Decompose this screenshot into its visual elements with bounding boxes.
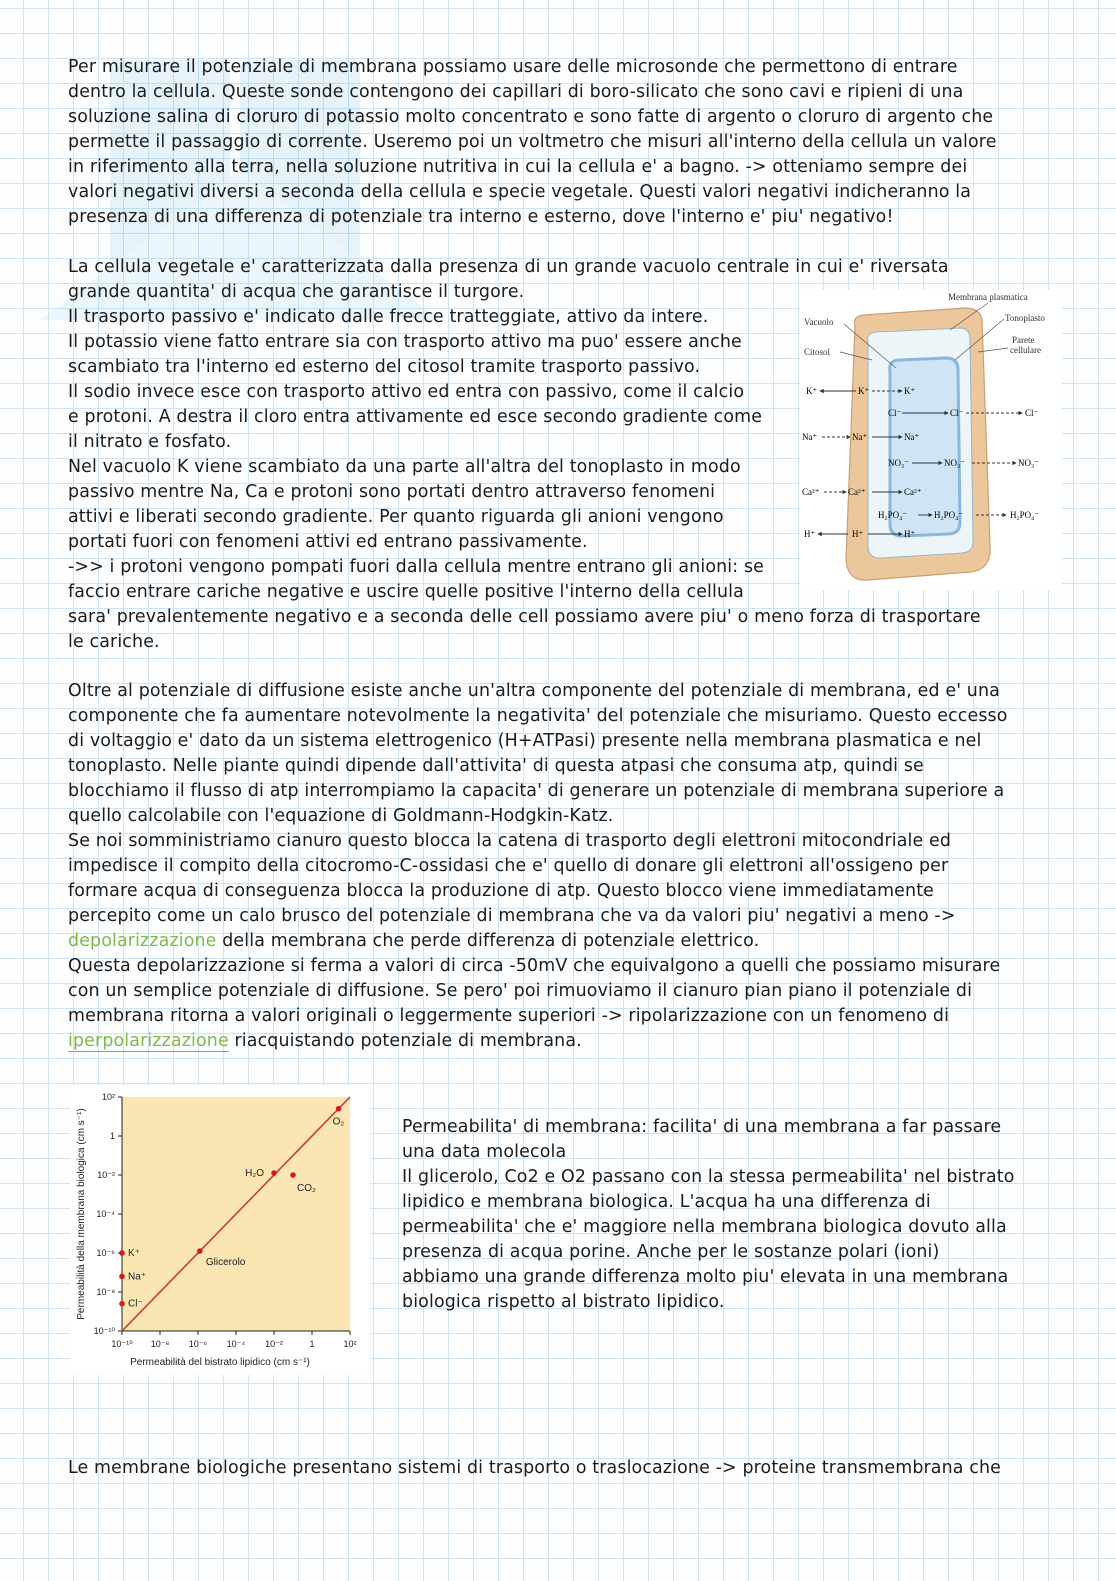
ion-h-out: H⁺ bbox=[804, 529, 816, 539]
x-tick-label: 10⁻⁴ bbox=[226, 1339, 246, 1349]
data-point bbox=[271, 1170, 277, 1176]
ion-ca-vac: Ca²⁺ bbox=[904, 487, 922, 497]
transport-h2po4 bbox=[878, 510, 1039, 520]
ion-h-vac: H⁺ bbox=[904, 529, 916, 539]
paragraph-depolarization-text: della membrana che perde differenza di potenziale elettrico. Questa depolarizzazione si ferma a valori di circa -50mV che equivalgono a quelli che possiamo misurare con un semplice potenziale di diffusione. Se pero' poi rimuoviamo il cianuro pian piano il potenziale di membrana ritorna a valori originali o leggermente superiori -> ripolarizzazione con un fenomeno di bbox=[68, 931, 1001, 1026]
x-axis-label: Permeabilità del bistrato lipidico (cm s⁻¹) bbox=[130, 1357, 310, 1368]
data-point-label: H₂O bbox=[245, 1168, 264, 1180]
ion-no3-vac: NO₃⁻ bbox=[888, 458, 909, 468]
data-point bbox=[119, 1301, 125, 1307]
data-point bbox=[119, 1274, 125, 1280]
permeability-chart bbox=[70, 1085, 370, 1375]
data-point-label: K⁺ bbox=[128, 1248, 140, 1259]
data-point bbox=[119, 1250, 125, 1256]
label-tonoplast: Tonoplasto bbox=[1005, 313, 1045, 323]
x-tick-label: 10² bbox=[343, 1339, 357, 1349]
ion-k-vac: K⁺ bbox=[904, 386, 916, 396]
data-point bbox=[290, 1172, 296, 1178]
x-tick-label: 1 bbox=[309, 1339, 315, 1349]
data-point-label: CO₂ bbox=[297, 1183, 316, 1194]
ion-cl-vac: Cl⁻ bbox=[888, 408, 902, 418]
ion-no3-out: NO₃⁻ bbox=[1018, 458, 1039, 468]
paragraph-electrogenic-text: Oltre al potenziale di diffusione esiste anche un'altra componente del potenziale di membrana, ed e' una componente che fa aumentare notevolmente la negativita' del potenziale che misuriamo. Questo eccesso di voltaggio e' dato da un sistema elettrogenico (H+ATPasi) presente nella membrana plasmatica e nel tonoplasto. Nelle piante quindi dipende dall'attivita' di questa atpasi che consuma atp, quindi se blocchiamo il flusso di atp interrompiamo la capacita' di generare un potenziale di membrana superiore a quello calcolabile con l'equazione di Goldmann-Hodgkin-Katz. Se noi somministriamo cianuro questo blocca la catena di trasporto degli elettroni mitocondriale ed impedisce il compito della citocromo-C-ossidasi che e' quello di donare gli elettroni all'ossigeno per formare acqua di conseguenza blocca la produzione di atp. Questo blocco viene immediatamente percepito come un calo brusco del potenziale di membrana che va da valori piu' negativi a meno -> bbox=[68, 681, 1008, 926]
x-tick-label: 10⁻⁸ bbox=[150, 1339, 170, 1349]
x-tick-label: 10⁻¹⁰ bbox=[111, 1339, 133, 1349]
data-point bbox=[336, 1106, 342, 1112]
term-iperpolarizzazione: iperpolarizzazione bbox=[68, 1031, 229, 1051]
ion-h2po4-vac: H₂PO₄⁻ bbox=[878, 510, 908, 520]
y-axis-label: Permeabilità della membrana biologica (cm s⁻¹) bbox=[76, 1108, 87, 1320]
data-point-label: Glicerolo bbox=[205, 1257, 246, 1269]
ion-no3-cyt: NO₃⁻ bbox=[944, 458, 965, 468]
y-tick-label: 10⁻² bbox=[97, 1170, 115, 1180]
label-wall-1: Parete bbox=[1012, 335, 1035, 345]
ion-ca-out: Ca²⁺ bbox=[802, 487, 820, 497]
data-point-label: Cl⁻ bbox=[128, 1298, 143, 1310]
ion-ca-cyt: Ca²⁺ bbox=[848, 487, 866, 497]
ion-h-cyt: H⁺ bbox=[852, 529, 864, 539]
ion-h2po4-out: H₂PO₄⁻ bbox=[1010, 510, 1040, 520]
paragraph-microprobes: Per misurare il potenziale di membrana possiamo usare delle microsonde che permettono di entrare dentro la cellula. Queste sonde contengono dei capillari di boro-silicato che sono cavi e ripieni di una soluzione salina di cloruro di potassio molto concentrato e sono fatte di argento o cloruro di argento che permette il passaggio di corrente. Useremo poi un voltmetro che misuri all'interno della cellula un valore in riferimento alla terra, nella soluzione nutritiva in cui la cellula e' a bagno. -> otteniamo sempre dei valori negativi diversi a seconda della cellula e specie vegetale. Questi valori negativi indicheranno la presenza di una differenza di potenziale tra interno e esterno, dove l'interno e' piu' negativo! bbox=[68, 57, 997, 227]
plant-cell-diagram bbox=[800, 290, 1062, 590]
data-point-label: O₂ bbox=[332, 1116, 345, 1128]
paragraph-electrogenic-potential bbox=[68, 679, 1008, 1054]
paragraph-transport-systems: Le membrane biologiche presentano sistemi di trasporto o traslocazione -> proteine transmembrana che bbox=[68, 1458, 1002, 1478]
label-membrane: Membrana plasmatica bbox=[948, 292, 1028, 302]
term-depolarizzazione: depolarizzazione bbox=[68, 931, 217, 951]
y-tick-label: 1 bbox=[109, 1131, 115, 1141]
x-tick-label: 10⁻⁶ bbox=[188, 1339, 208, 1349]
paragraph-permeability: Permeabilita' di membrana: facilita' di una membrana a far passare una data molecola Il glicerolo, Co2 e O2 passano con la stessa permeabilita' nel bistrato lipidico e membrana biologica. L'acqua ha una differenza di permeabilita' che e' maggiore nella membrana biologica dovuto alla presenza di acqua porine. Anche per le sostanze polari (ioni) abbiamo una grande differenza molto piu' elevata in una membrana biologica rispetto al bistrato lipidico. bbox=[402, 1117, 1015, 1312]
x-tick-label: 10⁻² bbox=[265, 1339, 283, 1349]
label-wall-2: cellulare bbox=[1010, 345, 1041, 355]
ion-na-out: Na⁺ bbox=[802, 432, 818, 442]
data-point bbox=[197, 1248, 203, 1254]
paragraph-plant-cell-transport: La cellula vegetale e' caratterizzata dalla presenza di un grande vacuolo centrale in cui e' riversata grande quantita' di acqua che garantisce il turgore. Il trasporto passivo e' indicato dalle frecce tratteggiate, attivo da intere. Il potassio viene fatto entrare sia con trasporto attivo ma puo' essere anche scambiato tra l'interno ed esterno del citosol tramite trasporto passivo. Il sodio invece esce con trasporto attivo ed entra con passivo, come il calcio e protoni. A destra il cloro entra attivamente ed esce secondo gradiente come il nitrato e fosfato. Nel vacuolo K viene scambiato da una parte all'altra del tonoplasto in modo passivo mentre Na, Ca e protoni sono portati dentro attraverso fenomeni attivi e liberati secondo gradiente. Per quanto riguarda gli anioni vengono portati fuori con fenomeni attivi ed entrano passivamente. ->> i protoni vengono pompati fuori dalla cellula mentre entrano gli anioni: se faccio entrare cariche negative e uscire quelle positive l'interno della cellula sara' prevalentemente negativo e a seconda delle cell possiamo avere piu' o meno forza di trasportare le cariche. bbox=[68, 257, 981, 652]
paragraph-hyperpolarization-text: riacquistando potenziale di membrana. bbox=[228, 1031, 582, 1051]
ion-k-out: K⁺ bbox=[806, 386, 818, 396]
y-tick-label: 10² bbox=[101, 1092, 115, 1102]
ion-na-vac: Na⁺ bbox=[904, 432, 920, 442]
y-tick-label: 10⁻⁶ bbox=[96, 1248, 115, 1258]
label-vacuole: Vacuolo bbox=[804, 317, 834, 327]
plant-cell-figure bbox=[800, 290, 1062, 590]
y-tick-label: 10⁻⁸ bbox=[96, 1287, 115, 1297]
ion-cl-out: Cl⁻ bbox=[1025, 408, 1039, 418]
ion-na-cyt: Na⁺ bbox=[852, 432, 868, 442]
y-tick-label: 10⁻⁴ bbox=[96, 1209, 115, 1219]
y-tick-label: 10⁻¹⁰ bbox=[93, 1326, 115, 1336]
ion-h2po4-cyt: H₂PO₄⁻ bbox=[934, 510, 964, 520]
label-cytosol: Citosol bbox=[804, 347, 831, 357]
ion-k-cyt: K⁺ bbox=[858, 386, 870, 396]
data-point-label: Na⁺ bbox=[128, 1271, 147, 1283]
permeability-chart-svg bbox=[70, 1085, 370, 1375]
ion-cl-cyt: Cl⁻ bbox=[950, 408, 964, 418]
